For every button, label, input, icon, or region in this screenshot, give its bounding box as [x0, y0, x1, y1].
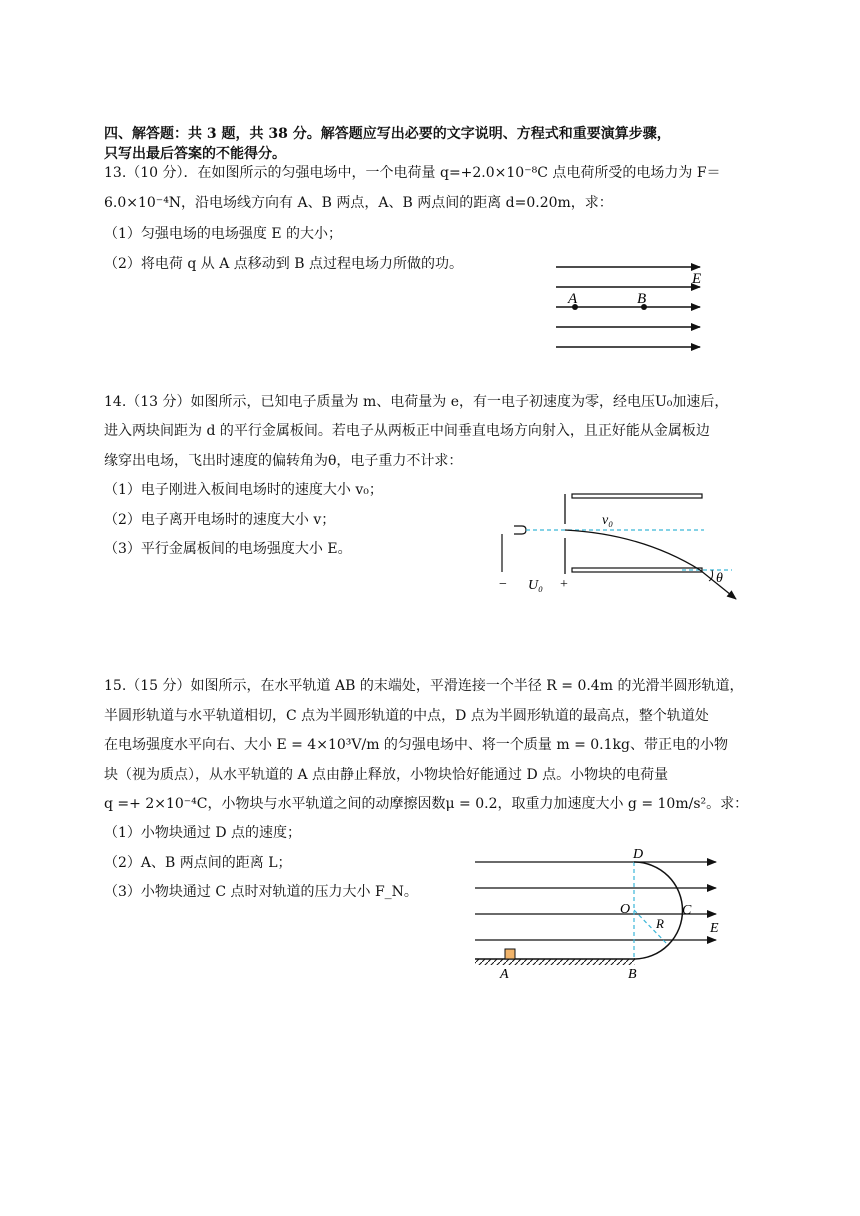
q13-line1: 13.（10 分）．在如图所示的匀强电场中，一个电荷量 q=+2.0×10⁻⁸C 点电荷所受的电场力为 F＝: [104, 165, 721, 181]
label-minus: −: [499, 577, 507, 592]
q14-sub3: （3）平行金属板间的电场强度大小 E。: [104, 541, 352, 557]
label-a: A: [500, 967, 509, 982]
upper-plate: [572, 494, 702, 498]
electron-trajectory: [565, 530, 736, 599]
label-a: A: [568, 291, 578, 307]
q14-line1: 14.（13 分）如图所示，已知电子质量为 m、电荷量为 e，有一电子初速度为零，经电压U₀加速后，: [104, 394, 729, 410]
small-block: [505, 949, 515, 959]
q15-line5: q =+ 2×10⁻⁴C，小物块与水平轨道之间的动摩擦因数μ = 0.2，取重力加速度大小 g = 10m/s²。求：: [104, 796, 749, 812]
q14-line2: 进入两块间距为 d 的平行金属板间。若电子从两板正中间垂直电场方向射入，且正好能从金属板边: [104, 423, 710, 439]
label-b: B: [628, 967, 637, 982]
q15-line3: 在电场强度水平向右、大小 E = 4×10³V/m 的匀强电场中、将一个质量 m = 0.1kg、带正电的小物: [104, 737, 728, 753]
label-o: O: [620, 902, 631, 917]
label-plus: +: [560, 577, 568, 592]
q14-sub2: （2）电子离开电场时的速度大小 v；: [104, 512, 336, 528]
semicircle-track: [634, 862, 683, 959]
q13-line2: 6.0×10⁻⁴N，沿电场线方向有 A、B 两点，A、B 两点间的距离 d=0.20m，求：: [104, 195, 613, 211]
q15-line4: 块（视为质点），从水平轨道的 A 点由静止释放，小物块恰好能通过 D 点。小物块的电荷量: [104, 767, 669, 783]
label-e: E: [692, 271, 702, 287]
label-c: C: [682, 903, 692, 918]
q14-deflection-diagram: [492, 482, 752, 604]
section-heading-line1: 四、解答题：共 3 题，共 38 分。解答题应写出必要的文字说明、方程式和重要演算步骤，: [104, 126, 671, 142]
ground-hatch: [475, 959, 635, 965]
label-theta: θ: [716, 571, 723, 586]
q15-line2: 半圆形轨道与水平轨道相切，C 点为半圆形轨道的中点，D 点为半圆形轨道的最高点，整个轨道处: [104, 708, 709, 724]
label-b: B: [637, 291, 647, 307]
q13-sub2: （2）将电荷 q 从 A 点移动到 B 点过程电场力所做的功。: [104, 256, 463, 272]
label-v0: v₀: [602, 513, 614, 528]
q15-sub2: （2）A、B 两点间的距离 L；: [104, 855, 292, 871]
label-d: D: [633, 847, 644, 862]
q14-sub1: （1）电子刚进入板间电场时的速度大小 v₀；: [104, 482, 383, 498]
label-e: E: [710, 921, 719, 936]
section-heading-line2: 只写出最后答案的不能得分。: [104, 146, 286, 162]
q15-line1: 15.（15 分）如图所示，在水平轨道 AB 的末端处，平滑连接一个半径 R = 0.4m 的光滑半圆形轨道，: [104, 678, 744, 694]
q14-line3: 缘穿出电场，飞出时速度的偏转角为θ，电子重力不计求：: [104, 453, 463, 469]
q13-field-diagram: [548, 256, 718, 360]
q15-sub3: （3）小物块通过 C 点时对轨道的压力大小 F_N。: [104, 884, 418, 900]
q15-track-diagram: [470, 842, 730, 984]
label-r: R: [656, 916, 664, 931]
q15-sub1: （1）小物块通过 D 点的速度；: [104, 825, 302, 841]
q13-sub1: （1）匀强电场的电场强度 E 的大小；: [104, 226, 343, 242]
filament: [514, 526, 526, 534]
label-u0: U₀: [528, 578, 543, 593]
